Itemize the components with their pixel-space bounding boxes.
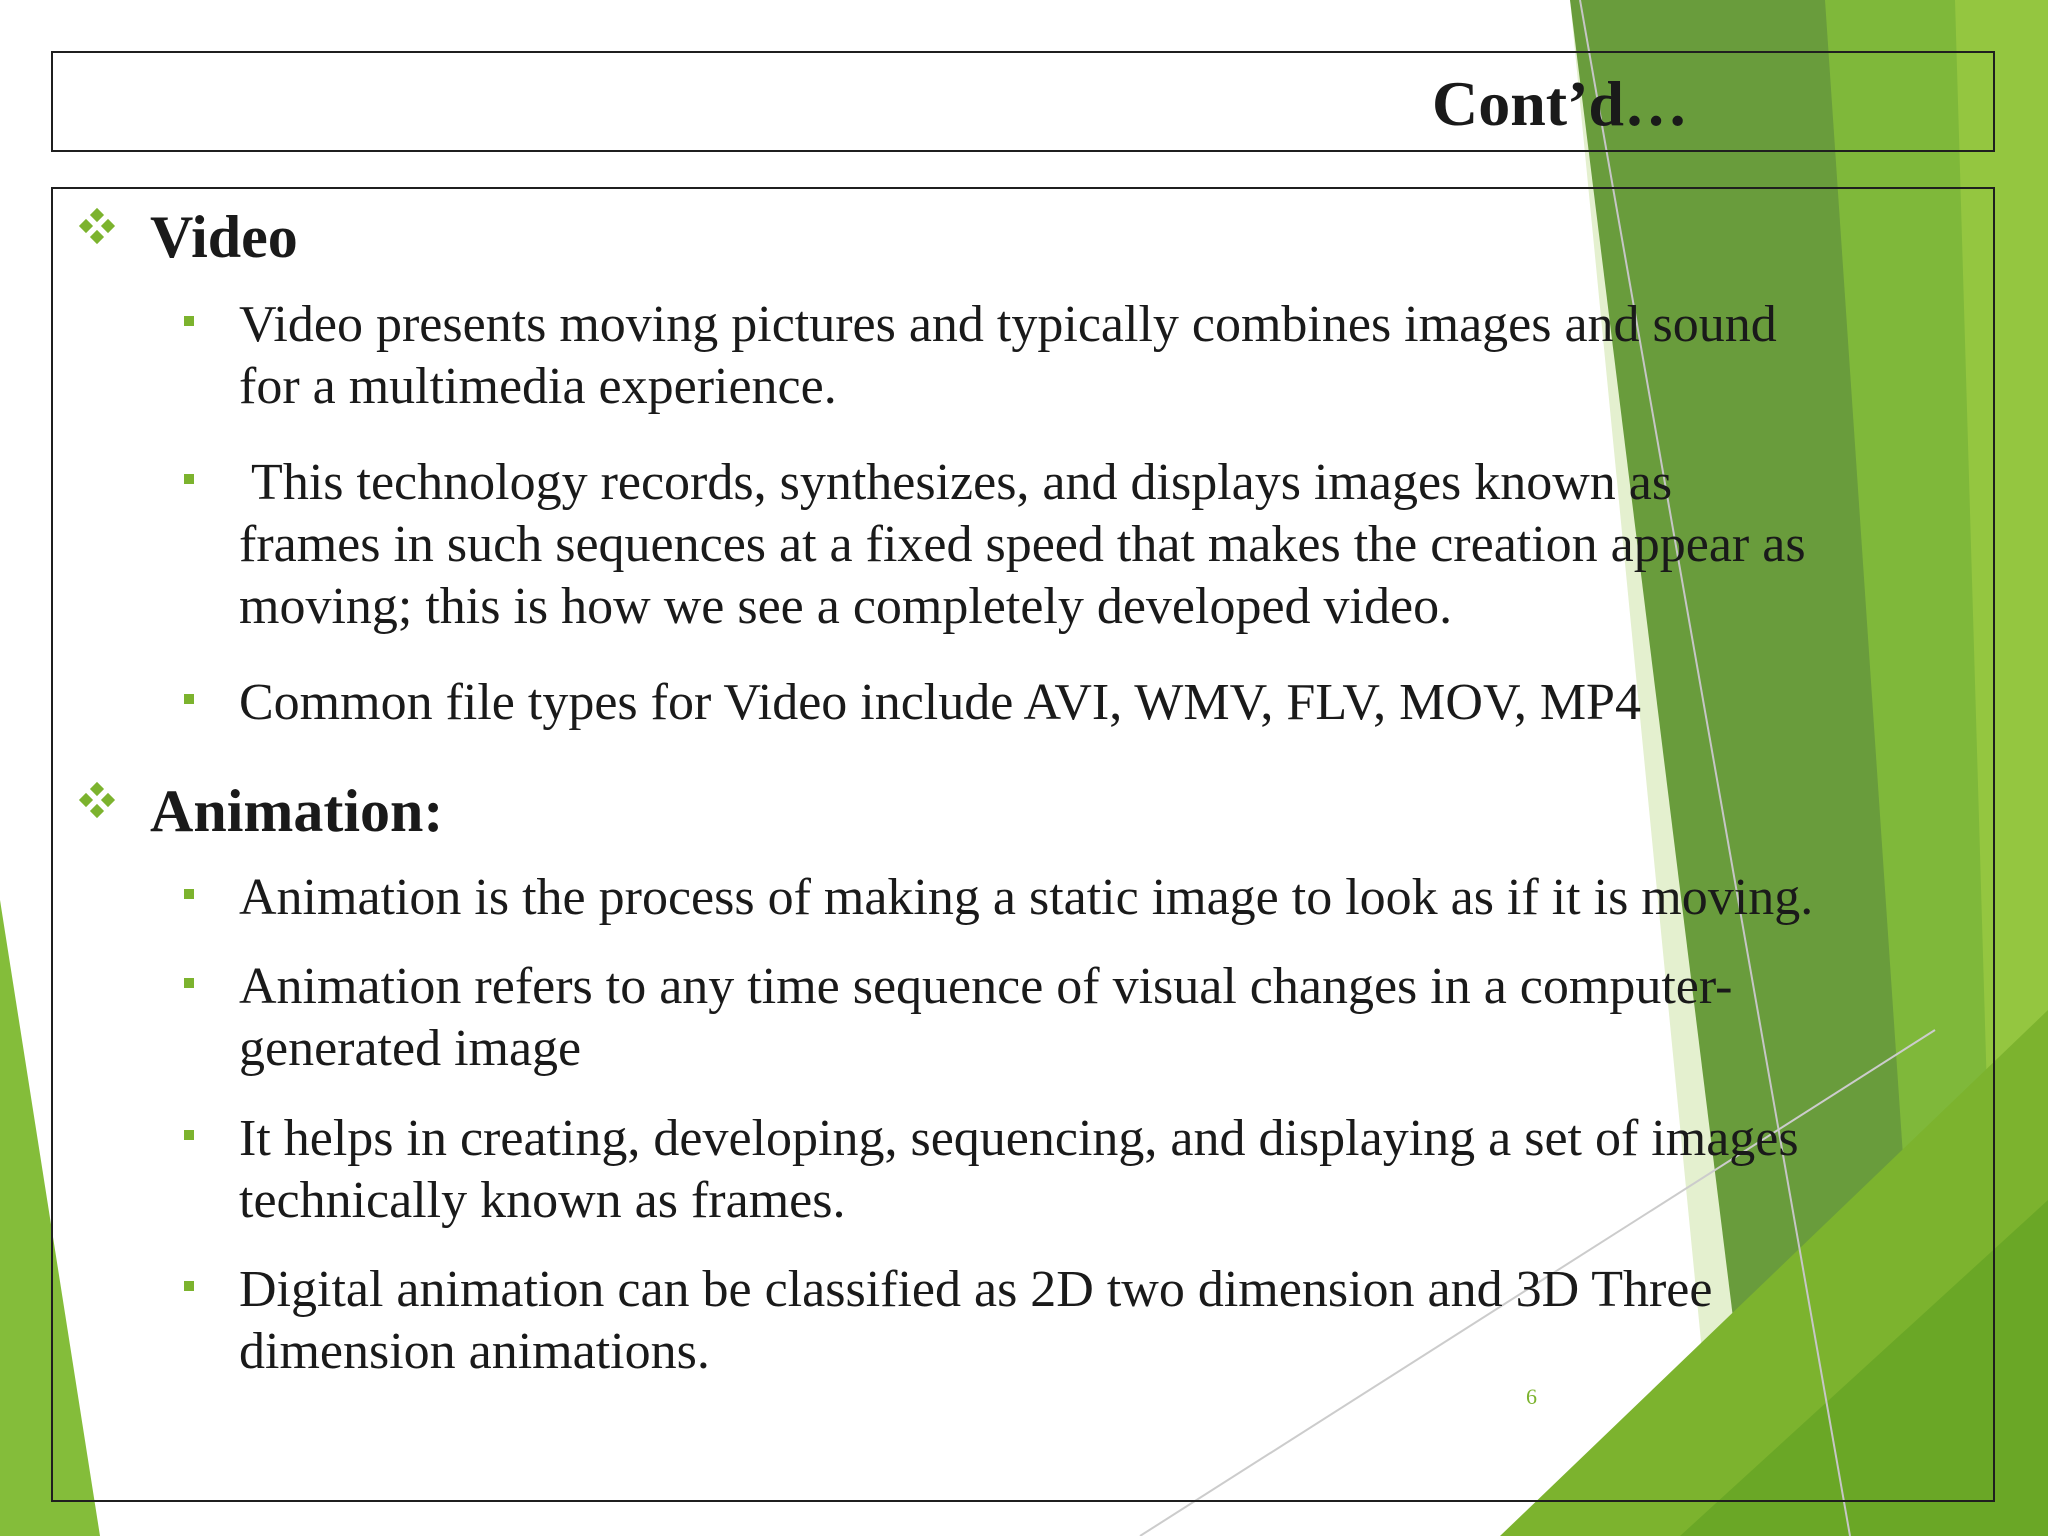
video-bullet-3: [239, 672, 2039, 734]
bullet-line: Animation refers to any time sequence of visual changes in a computer-: [239, 958, 1733, 1015]
diamond-bullet-icon: [77, 782, 117, 822]
bullet-line: for a multimedia experience.: [239, 358, 837, 415]
bullet-line: This technology records, synthesizes, and displays images known as: [239, 454, 1673, 511]
bullet-line: dimension animations.: [239, 1323, 710, 1380]
bullet-line: Common file types for Video include AVI, WMV, FLV, MOV, MP4: [239, 674, 1641, 731]
bullet-line: technically known as frames.: [239, 1172, 846, 1229]
diamond-bullet-icon: [77, 208, 117, 248]
square-bullet-icon: [184, 474, 194, 484]
bullet-line: frames in such sequences at a fixed speed that makes the creation appear as: [239, 516, 1806, 573]
bullet-line: Digital animation can be classified as 2D two dimension and 3D Three: [239, 1261, 1713, 1318]
section-heading-video: Video: [150, 204, 298, 270]
animation-bullet-1: [239, 867, 2039, 929]
bullet-line: Animation is the process of making a static image to look as if it is moving.: [239, 869, 1814, 926]
square-bullet-icon: [184, 1130, 194, 1140]
title-box: [51, 51, 1995, 152]
page-number: 6: [1526, 1384, 1537, 1409]
animation-bullet-4: [239, 1259, 2039, 1383]
bullet-line: Video presents moving pictures and typically combines images and sound: [239, 296, 1777, 353]
video-bullet-1: [239, 294, 2039, 418]
square-bullet-icon: [184, 889, 194, 899]
square-bullet-icon: [184, 694, 194, 704]
square-bullet-icon: [184, 978, 194, 988]
square-bullet-icon: [184, 316, 194, 326]
content-box: [51, 187, 1995, 1502]
bullet-line: moving; this is how we see a completely developed video.: [239, 578, 1453, 635]
video-bullet-2: [239, 452, 2039, 638]
square-bullet-icon: [184, 1281, 194, 1291]
slide-title: Cont’d…: [1431, 68, 1688, 139]
animation-bullet-3: [239, 1108, 2039, 1232]
bullet-line: It helps in creating, developing, sequencing, and displaying a set of images: [239, 1110, 1799, 1167]
animation-bullet-2: [239, 956, 2039, 1080]
bullet-line: generated image: [239, 1020, 582, 1077]
section-heading-animation: Animation:: [150, 778, 444, 844]
